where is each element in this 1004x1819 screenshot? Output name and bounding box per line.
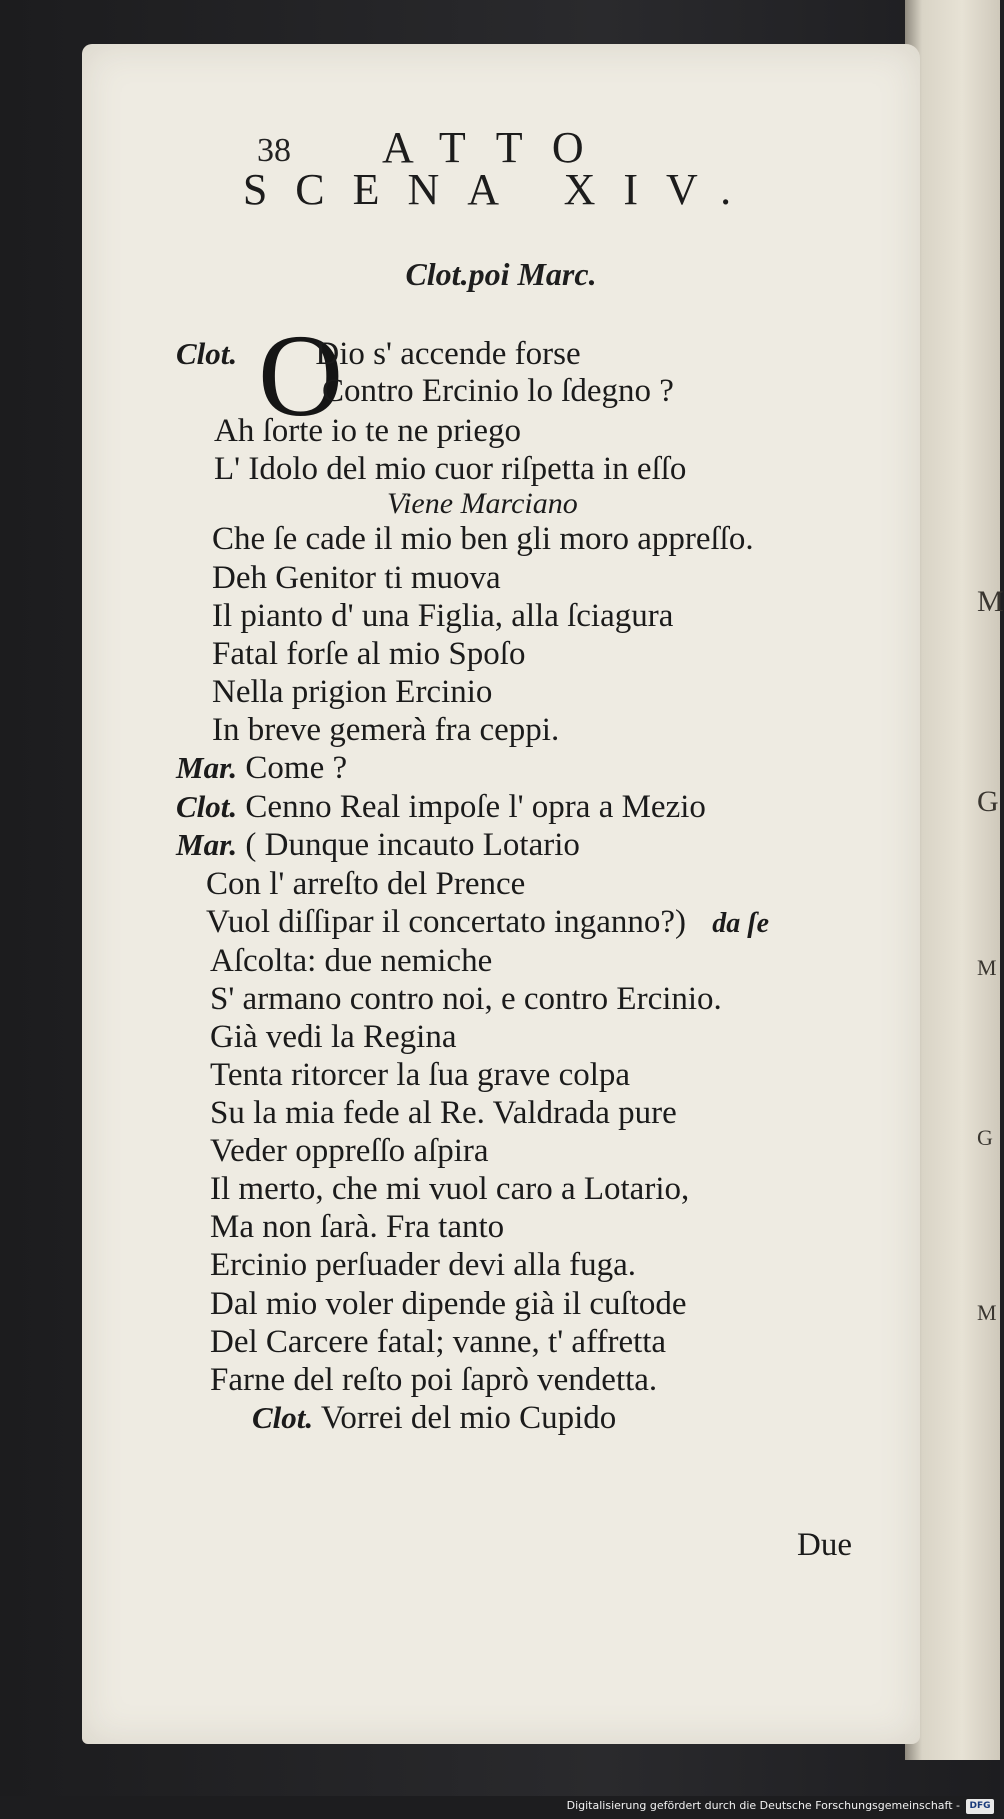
verse-line	[206, 864, 525, 904]
verse-text: Il pianto d' una Figlia, alla ſciagura	[212, 598, 674, 634]
verse-line	[322, 371, 674, 411]
verse-text: Il merto, che mi vuol caro a Lotario,	[210, 1171, 690, 1207]
verse-text: Farne del reſto poi ſaprò vendetta.	[210, 1362, 658, 1398]
verse-text: Ah ſorte io te ne priego	[214, 413, 521, 449]
speaker-label: Clot.	[252, 1400, 314, 1435]
verse-line	[210, 1055, 630, 1095]
verse-text: S' armano contro noi, e contro Ercinio.	[210, 981, 722, 1017]
speaker-label: Mar.	[176, 827, 238, 862]
running-title: ATTO	[382, 123, 614, 172]
verse-text: ( Dunque incauto Lotario	[245, 827, 580, 863]
scene-title: SCENA XIV.	[242, 165, 760, 214]
verse-text: Già vedi la Regina	[210, 1019, 457, 1055]
facing-page-letter: M	[977, 955, 997, 980]
digitization-footer	[0, 1796, 1000, 1819]
verse-text: Vorrei del mio Cupido	[320, 1400, 617, 1436]
dfg-logo: DFG	[966, 1799, 994, 1814]
speaker-label: Clot.	[176, 789, 238, 824]
verse-line	[210, 1360, 657, 1400]
verse-line	[210, 1322, 666, 1362]
verse-text: Deh Genitor ti muova	[212, 560, 501, 596]
verse-text: Ma non ſarà. Fra tanto	[210, 1209, 505, 1245]
verse-line	[210, 1169, 689, 1209]
facing-page-letter: M	[977, 1300, 997, 1325]
verse-line	[212, 596, 673, 636]
stage-direction	[387, 484, 578, 524]
verse-line	[214, 449, 686, 489]
verse-text: Cenno Real impoſe l' opra a Mezio	[245, 789, 706, 825]
facing-page-letter: G	[977, 785, 999, 818]
book-page	[82, 44, 920, 1744]
verse-line	[210, 1131, 489, 1171]
verse-line	[176, 748, 347, 788]
verse-line	[210, 1017, 457, 1057]
verse-line	[214, 411, 521, 451]
verse-line	[210, 1093, 677, 1133]
scene-persons: Clot.poi Marc.	[405, 256, 597, 292]
aside-marker: da ſe	[712, 908, 770, 939]
verse-text: In breve gemerà fra ceppi.	[212, 712, 560, 748]
verse-line	[252, 1398, 616, 1438]
drop-cap: O	[258, 310, 344, 441]
verse-text: Tenta ritorcer la ſua grave colpa	[210, 1057, 631, 1093]
verse-text: L' Idolo del mio cuor riſpetta in eſſo	[214, 451, 687, 487]
speaker-label: Mar.	[176, 750, 238, 785]
verse-text: Veder oppreſſo aſpira	[210, 1133, 489, 1169]
running-head	[82, 92, 920, 172]
verse-text: Che ſe cade il mio ben gli moro appreſſo.	[212, 521, 754, 557]
verse-line	[212, 558, 501, 598]
verse-line	[210, 1207, 504, 1247]
catchword: Due	[797, 1527, 852, 1563]
verse-text: Dio s' accende forse	[315, 336, 581, 372]
speaker-label: Clot.	[176, 336, 238, 371]
verse-text: Vuol diſſipar il concertato inganno?)	[206, 904, 687, 940]
funding-credit: Digitalisierung gefördert durch die Deutsche Forschungsgemeinschaft -	[566, 1799, 960, 1812]
verse-line	[210, 1245, 636, 1285]
verse-text: Ercinio perſuader devi alla fuga.	[210, 1247, 637, 1283]
verse-text: Del Carcere fatal; vanne, t' affretta	[210, 1324, 667, 1360]
verse-line	[212, 672, 492, 712]
verse-line	[210, 941, 492, 981]
verse-text: Contro Ercinio lo ſdegno ?	[322, 373, 674, 409]
verse-line	[206, 902, 769, 944]
verse-line	[210, 979, 722, 1019]
verse-text: Aſcolta: due nemiche	[210, 943, 493, 979]
verse-line	[212, 634, 525, 674]
verse-line	[212, 519, 754, 559]
verse-line	[210, 1284, 687, 1324]
verse-text: Dal mio voler dipende già il cuſtode	[210, 1286, 687, 1322]
verse-text: Come ?	[245, 750, 348, 786]
facing-page-letter: M	[977, 585, 1004, 618]
verse-line	[176, 787, 706, 827]
verse-line	[212, 710, 559, 750]
verse-line	[176, 334, 581, 374]
page-number: 38	[257, 132, 291, 169]
verse-text: Su la mia fede al Re. Valdrada pure	[210, 1095, 677, 1131]
verse-text: Con l' arreſto del Prence	[206, 866, 526, 902]
facing-page-letter: G	[977, 1125, 993, 1150]
verse-text: Fatal forſe al mio Spoſo	[212, 636, 526, 672]
verse-text: Nella prigion Ercinio	[212, 674, 493, 710]
verse-line	[176, 825, 580, 865]
stage-direction-text: Viene Marciano	[387, 487, 578, 520]
